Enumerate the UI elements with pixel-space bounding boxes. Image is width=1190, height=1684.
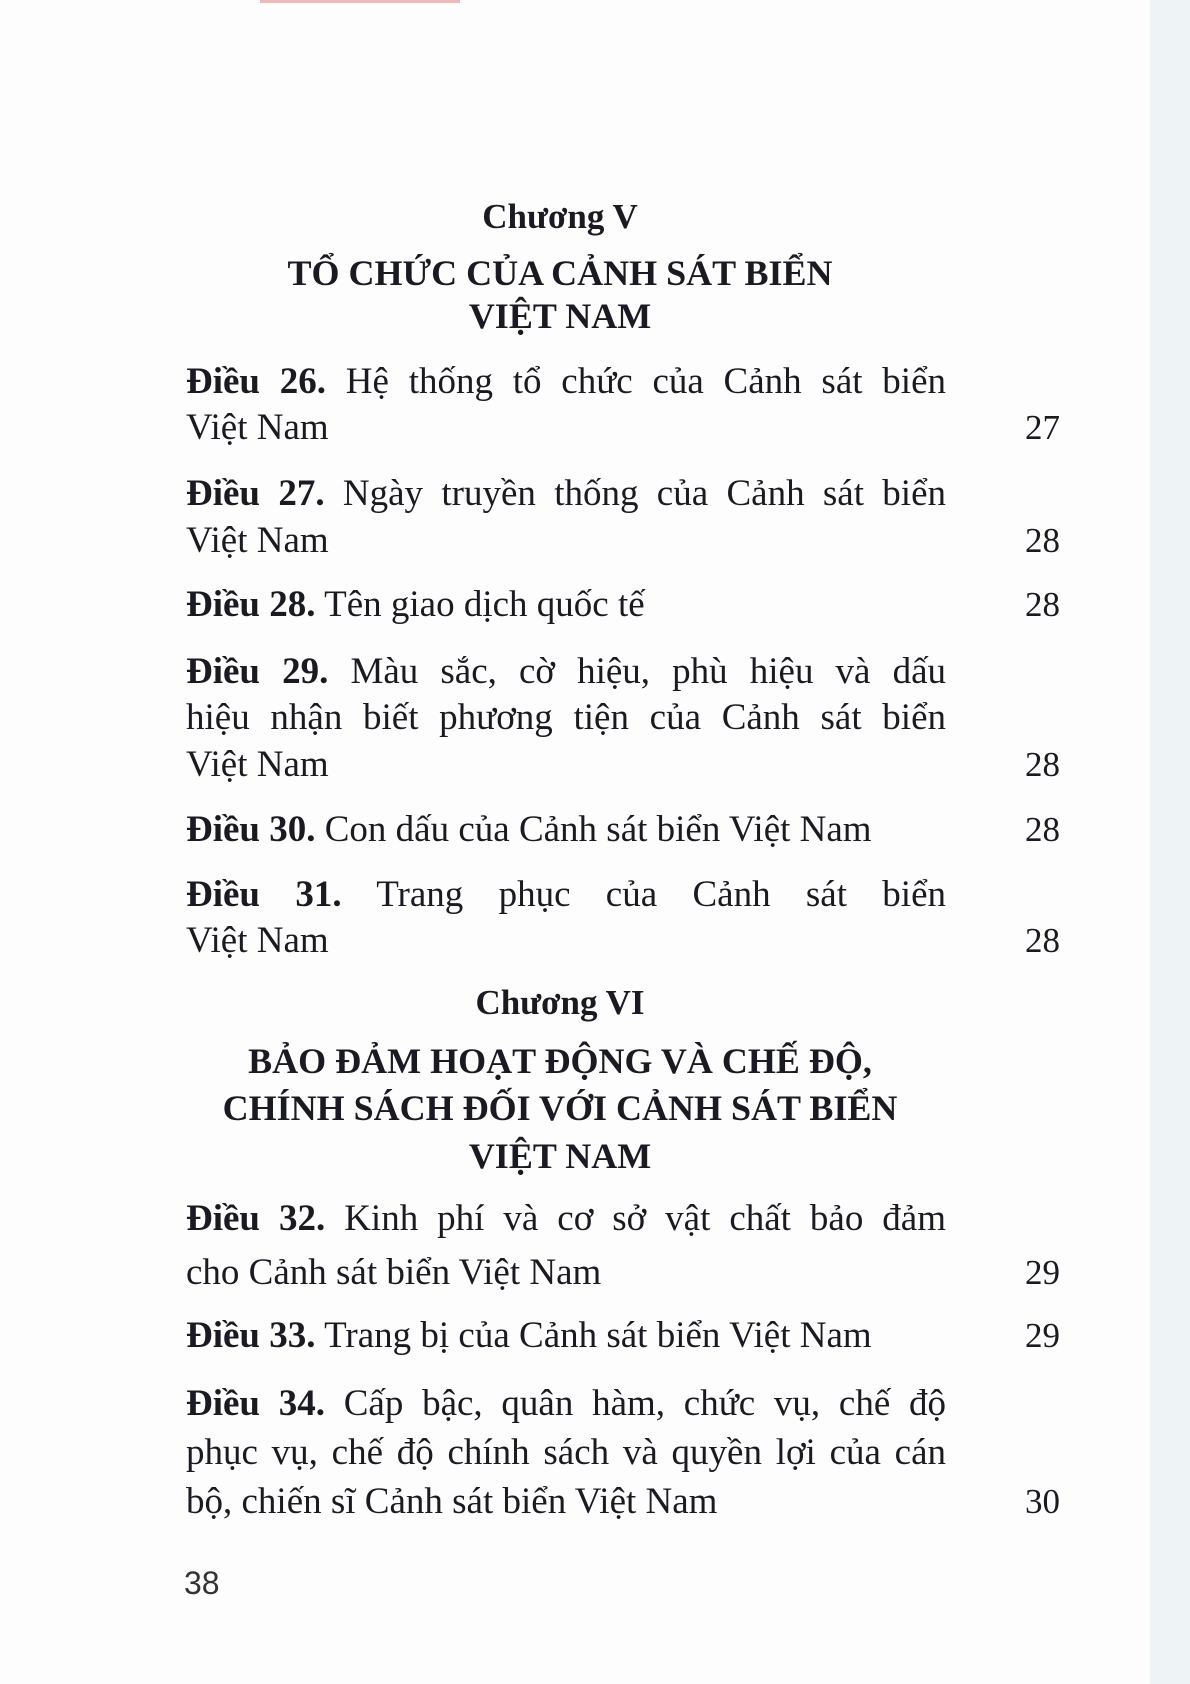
- toc-entry-line: [186, 873, 946, 917]
- article-number: Điều 34.: [186, 1383, 325, 1424]
- article-title: Việt Nam: [186, 920, 329, 961]
- article-number: Điều 27.: [186, 473, 325, 514]
- article-title: Màu sắc, cờ hiệu, phù hiệu và dấu: [350, 651, 947, 692]
- toc-entry-line: [186, 519, 329, 563]
- toc-entry-line: [186, 360, 946, 404]
- toc-entry-line: [186, 808, 872, 852]
- toc-entry-line: [186, 472, 946, 516]
- toc-page-number: 30: [1025, 1482, 1060, 1521]
- chapter-title: VIỆT NAM: [468, 1136, 652, 1176]
- chapter-title: VIỆT NAM: [468, 296, 652, 336]
- toc-entry-line: [186, 1197, 946, 1241]
- chapter-title: CHÍNH SÁCH ĐỐI VỚI CẢNH SÁT BIỂN: [222, 1088, 898, 1128]
- article-title: Con dấu của Cảnh sát biển Việt Nam: [324, 809, 872, 850]
- article-number: Điều 33.: [186, 1315, 316, 1356]
- article-title: Ngày truyền thống của Cảnh sát biển: [342, 473, 947, 514]
- article-number: Điều 26.: [186, 361, 327, 402]
- article-title: Kinh phí và cơ sở vật chất bảo đảm: [344, 1198, 947, 1239]
- article-title: bộ, chiến sĩ Cảnh sát biển Việt Nam: [186, 1481, 718, 1522]
- scan-mark: [260, 0, 460, 3]
- toc-page-number: 29: [1025, 1253, 1060, 1292]
- toc-entry-line: [186, 406, 329, 450]
- toc-entry-line: [186, 1382, 946, 1426]
- article-title: Trang bị của Cảnh sát biển Việt Nam: [324, 1315, 872, 1356]
- article-title: Trang phục của Cảnh sát biển: [376, 874, 946, 915]
- article-number: Điều 31.: [186, 874, 342, 915]
- article-title: Việt Nam: [186, 744, 329, 785]
- scan-edge: [1150, 0, 1190, 1684]
- toc-entry-line: [186, 743, 329, 787]
- toc-entry-line: [186, 1314, 872, 1358]
- toc-entry-line: [186, 583, 645, 627]
- article-title: Hệ thống tổ chức của Cảnh sát biển: [345, 361, 946, 402]
- article-number: Điều 28.: [186, 584, 316, 625]
- page-number: 38: [184, 1565, 220, 1601]
- toc-entry-line: [186, 650, 946, 694]
- article-title: Việt Nam: [186, 407, 329, 448]
- article-number: Điều 29.: [186, 651, 329, 692]
- toc-entry-line: [186, 919, 329, 963]
- chapter-title: TỔ CHỨC CỦA CẢNH SÁT BIỂN: [287, 253, 833, 293]
- article-title: Tên giao dịch quốc tế: [324, 584, 645, 625]
- toc-entry-line: [186, 1431, 946, 1475]
- article-number: Điều 32.: [186, 1198, 326, 1239]
- toc-page-number: 28: [1025, 921, 1060, 960]
- chapter-label: Chương V: [482, 197, 638, 236]
- article-title: phục vụ, chế độ chính sách và quyền lợi của cán: [186, 1432, 946, 1473]
- toc-page-number: 28: [1025, 521, 1060, 560]
- toc-page-number: 29: [1025, 1316, 1060, 1355]
- article-title: cho Cảnh sát biển Việt Nam: [186, 1252, 602, 1293]
- article-title: hiệu nhận biết phương tiện của Cảnh sát biển: [186, 697, 946, 738]
- toc-entry-line: [186, 696, 946, 740]
- toc-page-number: 28: [1025, 810, 1060, 849]
- toc-page-number: 27: [1025, 408, 1060, 447]
- article-title: Cấp bậc, quân hàm, chức vụ, chế độ: [343, 1383, 947, 1424]
- chapter-label: Chương VI: [475, 983, 645, 1022]
- toc-entry-line: [186, 1480, 717, 1524]
- article-title: Việt Nam: [186, 520, 329, 561]
- chapter-title: BẢO ĐẢM HOẠT ĐỘNG VÀ CHẾ ĐỘ,: [248, 1041, 872, 1081]
- toc-page-number: 28: [1025, 745, 1060, 784]
- toc-page-number: 28: [1025, 585, 1060, 624]
- article-number: Điều 30.: [186, 809, 316, 850]
- toc-entry-line: [186, 1251, 601, 1295]
